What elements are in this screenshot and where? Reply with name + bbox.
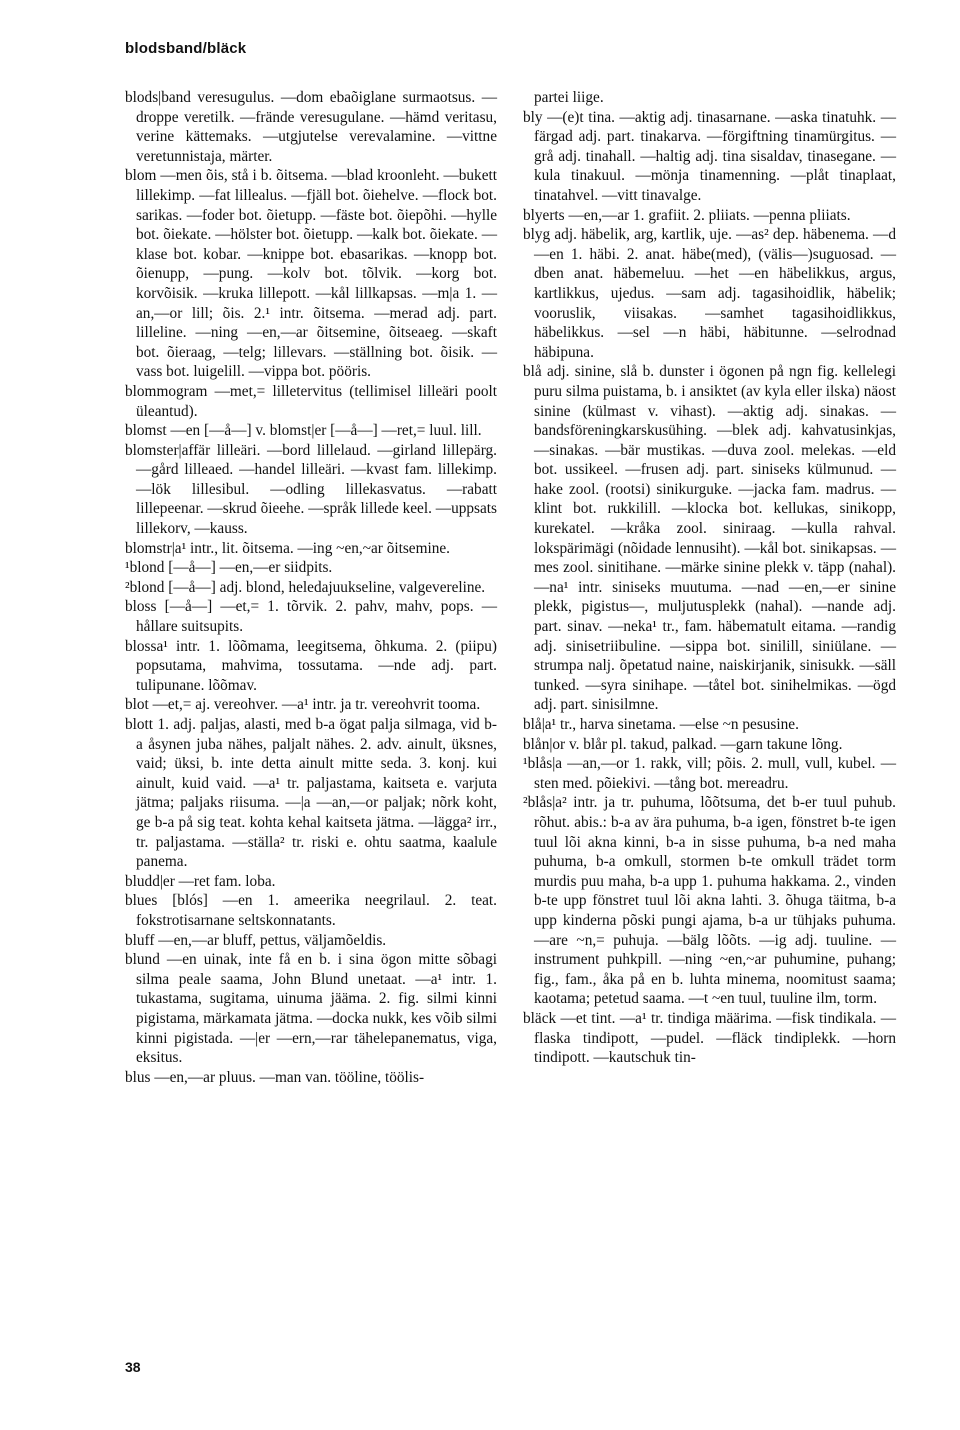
entry-blott: blott 1. adj. paljas, alasti, med b-a ögat palja silmaga, vid b-a åsynen juba nähes, paljalt nähes. 2. adv. ainult, üksnes, vaid; üksi, b. inte detta ainult mitte seda. 3. konj. kui ainult, kuid vaid. —a¹ tr. paljastama, kaitseta e. varjuta jätma; paljaks riisuma. —|a —an,—or paljak; nõrk koht, ge b-a på sig teat. kohta kehal kaitseta jätma. —lägga² irr., tr. paljastama. —ställa² tr. riski e. ohtu saatma, kaalule panema. xyxy=(125,716,497,871)
left-column xyxy=(125,88,497,1087)
entry-bly: bly —(e)t tina. —aktig adj. tinasarnane. —aska tinatuhk. —färgad adj. part. tinakarva. —förgiftning tinamürgitus. —grå adj. tinahall. —haltig adj. tina sisaldav, tinasegane. —kula tinakuul. —mönja tinamenning. —plåt tinaplaat, tinatahvel. —vitt tinavalge. xyxy=(523,108,896,204)
right-column xyxy=(523,88,896,1068)
entry-blund: blund —en uinak, inte få en b. i sina ögon mitte sõbagi silma peale saama, John Blund unetaat. —a¹ intr. 1. tukastama, sugitama, uinuma jääma. 2. fig. silmi kinni pigistama, märkamata jätma. —docka nukk, kes võib silmi kinni pigistada. —|er —ern,—rar tähelepanematus, viga, eksitus. xyxy=(125,951,497,1067)
entry-blossa: blossa¹ intr. 1. lõõmama, leegitsema, õhkuma. 2. (piipu) popsutama, mahvima, tossutama. —nde adj. part. tulipunane. lõõmav. xyxy=(125,637,497,694)
page-number: 38 xyxy=(125,1359,141,1375)
entry-blond-2: ²blond [—å—] adj. blond, heledajuukseline, valgevereline. xyxy=(125,578,486,596)
entry-bludder: bludd|er —ret fam. loba. xyxy=(125,872,276,890)
entry-blond-1: ¹blond [—å—] —en,—er siidpits. xyxy=(125,559,333,577)
entry-blot: blot —et,= aj. vereohver. —a¹ intr. ja tr. vereohvrit tooma. xyxy=(125,696,481,714)
entry-blus: blus —en,—ar pluus. —man van. tööline, töölis- xyxy=(125,1068,425,1086)
entry-blaa: blå|a¹ tr., harva sinetama. —else ~n pesusine. xyxy=(523,716,799,733)
entry-black: bläck —et tint. —a¹ tr. tindiga määrima. —fisk tindikala. —flaska tindipott, —pudel. —fläck tindiplekk. —horn tindipott. —kautschuk tin- xyxy=(523,1009,896,1067)
entry-continuation: partei liige. xyxy=(534,89,604,106)
entry-blodsband: blods|band veresugulus. —dom ebaõiglane surmaotsus. —droppe veretilk. —frände veresugulane. —hämd veritasu, verine kättemaks. —utgjutelse verevalamine. —vittne veretunnistaja, märter. xyxy=(125,89,497,165)
entry-blom: blom —men õis, stå i b. õitsema. —blad kroonleht. —bukett lillekimp. —fat lillealus. —fjäll bot. õiehelve. —flock bot. sarikas. —foder bot. õietupp. —fäste bot. õiepõhi. —hylle bot. õiekate. —hölster bot. õietupp. —kalk bot. õiekate. —klase bot. kobar. —knippe bot. ebasarikas. —knopp bot. õienupp, —pung. —kolv bot. tõlvik. —korg bot. korvõisik. —kruka lillepott. —kål lillkapsas. —m|a 1. —an,—or lill; õis. 2.¹ intr. õitsema. —merad adj. part. lilleline. —ning —en,—ar õitsemine, õitseaeg. —skaft bot. õieraag, —telg; lillevars. —ställning bot. õisik. —vass bot. luigelill. —vippa bot. pööris. xyxy=(125,167,497,381)
entry-blyg: blyg adj. häbelik, arg, kartlik, uje. —as² dep. häbenema. —d —en 1. häbi. 2. anat. häbe(med), (välis—)suguosad. —dben anat. häbemeluu. —het —en häbelikkus, argus, kartlikkus, ujedus. —sam adj. tagasihoidlik, häbelik; vooruslik, viisakas. —samhet tagasihoidlikkus, häbelikkus. —sel —n häbi, häbitunne. —selrodnad häbipuna. xyxy=(523,226,896,361)
entry-blues: blues [blós] —en 1. ameerika neegrilaul. 2. teat. fokstrotisarnane seltskonnatants. xyxy=(125,892,497,929)
entry-bla: blå adj. sinine, slå b. dunster i ögonen på ngn fig. kellelegi puru silma puistama, b. i ansiktet (av kyla eller ilska) näost sinine (külmast v. vihast). —aktig adj. sinakas. —bandsföreningkarskusühing. —blek adj. kahvatusinkjas, —sinakas. —bär mustikas. —duva zool. melekas. —eld bot. ussikeel. —frusen adj. part. siniseks külmunud. —hake zool. (rootsi) sinikurguke. —jacka fam. madrus. —klint bot. rukkilill. —klocka bot. kellukas, sinikopp, kurekatel. —kråka zool. siniraag. —kulla rahval. lokspärimägi (nõidade lennusiht). —kål bot. sinikapsas. —mes zool. sinitihane. —märke sinine plekk v. täpp (nahal). —na¹ intr. siniseks muutuma. —nad —en,—er sinine plekk, pigistus—, muljutusplekk (nahal). —nande adj. part. sinav. —neka¹ tr., fam. häbematult eitama. —randig adj. sinisetriibuline. —sippa bot. sinilill, siniülane. —strumpa nalj. õpetatud naine, naiskirjanik, sinisukk. —säll tunked. —syra sinihape. —tåtel bot. sinihelmikas. —ögd adj. part. sinisilmne. xyxy=(523,363,896,714)
entry-blasa-2: ²blås|a² intr. ja tr. puhuma, lõõtsuma, det b-er tuul puhub. rõhut. abis.: b-a av ära puhuma, b-a igen, fönstret b-te igen tuul lõi akna kinni, b-a in sisse puhuma, b-a ned maha puhuma, b-a omkull, stormen b-te omkull trädet torm murdis puu maha, b-a upp 1. puhuma hakkama. 2., vinden b-te upp fönstret tuul lõi akna lahti. 3. õhuga täitma, b-a upp kinderna põski pungi ajama, b-a ur tühjaks puhuma. —are ~n,= puhuja. —bälg lõõts. —ig adj. tuuline. —instrument puhkpill. —ning ~en,~ar puhumine, puhang; fig., fam., åka på en b. luhta minema, noomitust saama; kaotama; petetud saama. —t ~en tuul, tuuline ilm, torm. xyxy=(523,794,896,1008)
entry-blasa-1: ¹blås|a —an,—or 1. rakk, vill; põis. 2. mull, vull, kubel. —sten med. põiekivi. —tång bot. mereadru. xyxy=(523,755,896,792)
entry-bluff: bluff —en,—ar bluff, pettus, väljamõeldis. xyxy=(125,931,387,949)
running-head: blodsband/bläck xyxy=(125,40,247,57)
entry-blanor: blån|or v. blår pl. takud, palkad. —garn takune lõng. xyxy=(523,735,843,753)
entry-bloss: bloss [—å—] —et,= 1. tõrvik. 2. pahv, mahv, pops. —hållare suitsupits. xyxy=(125,598,497,636)
entry-blyerts: blyerts —en,—ar 1. grafiit. 2. pliiats. —penna pliiats. xyxy=(523,206,851,224)
entry-blomster: blomster|affär lilleäri. —bord lillelaud. —girland lillepärg. —gård lilleaed. —handel lilleäri. —kvast fam. lillekimp. —lök lillesibul. —odling lillekasvatus. —rabatt lillepeenar. —skrud õieehe. —språk lillede keel. —uppsats lillekorv, —kauss. xyxy=(125,441,497,538)
entry-blommogram: blommogram —met,= lilletervitus (tellimisel lilleäri poolt üleantud). xyxy=(125,382,497,420)
entry-blomst: blomst —en [—å—] v. blomst|er [—å—] —ret,= luul. lill. xyxy=(125,422,482,440)
entry-blomstra: blomstr|a¹ intr., lit. õitsema. —ing ~en,~ar õitsemine. xyxy=(125,539,450,557)
